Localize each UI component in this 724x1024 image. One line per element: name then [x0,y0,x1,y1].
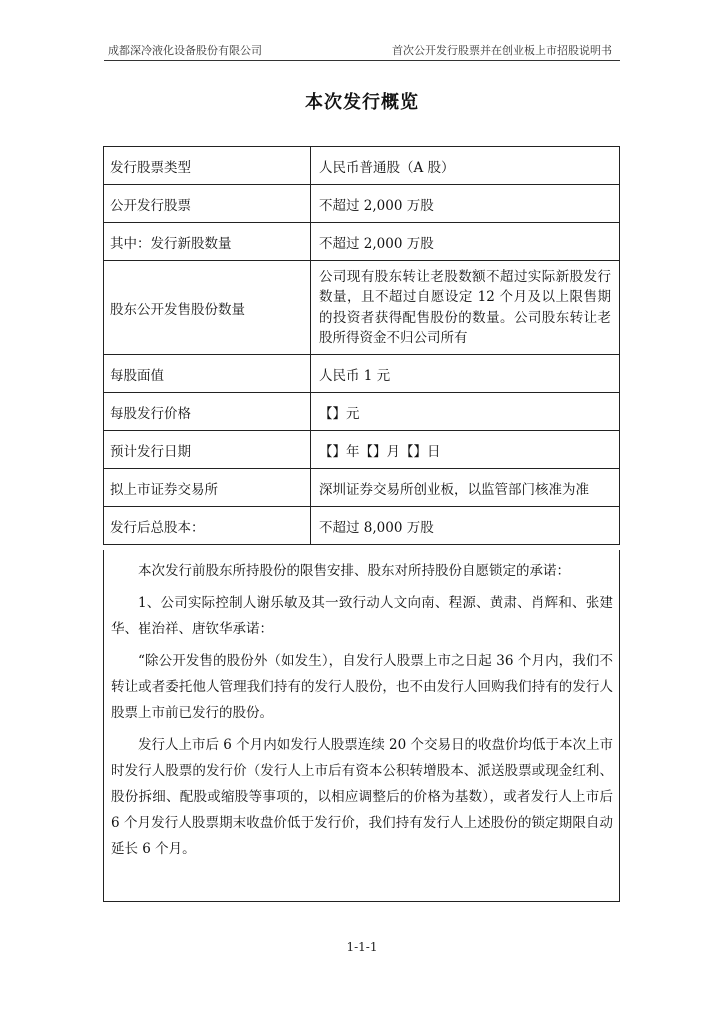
table-row [104,507,620,545]
row-value: 不超过 2,000 万股 [311,185,620,223]
row-label: 其中：发行新股数量 [104,223,311,261]
lockup-intro: 本次发行前股东所持股份的限售安排、股东对所持股份自愿锁定的承诺： [138,563,570,579]
row-value: 公司现有股东转让老股数额不超过实际新股发行数量，且不超过自愿设定 12 个月及以上限售期的投资者获得配售股份的数量。公司股东转让老股所得资金不归公司所有 [311,261,620,355]
lockup-paragraph-2: 发行人上市后 6 个月内如发行人股票连续 20 个交易日的收盘价均低于本次上市时发行人股票的发行价（发行人上市后有资本公积转增股本、派送股票或现金红利、股份拆细、配股或缩股等事项的，以相应调整后的价格为基数），或者发行人上市后 6 个月发行人股票期末收盘价低于发行价，我们持有发行人上述股份的锁定期限自动延长 6 个月。 [111,737,613,857]
row-value: 不超过 2,000 万股 [311,223,620,261]
row-value: 【】元 [311,393,620,431]
table-row [104,185,620,223]
lockup-commitment-section [103,550,620,902]
header-document-title: 首次公开发行股票并在创业板上市招股说明书 [392,44,612,57]
lockup-quote: “除公开发售的股份外（如发生），自发行人股票上市之日起 36 个月内，我们不转让或者委托他人管理我们持有的发行人股份，也不由发行人回购我们持有的发行人股票上市前已发行的股份。 [111,653,613,721]
table-row [104,469,620,507]
page-number: 1-1-1 [346,940,378,954]
table-row [104,355,620,393]
row-label: 发行股票类型 [104,147,311,185]
row-value: 人民币 1 元 [311,355,620,393]
section-title: 本次发行概览 [305,92,419,113]
row-label: 公开发行股票 [104,185,311,223]
lockup-item-1: 1、公司实际控制人谢乐敏及其一致行动人文向南、程源、黄肃、肖辉和、张建华、崔治祥、唐钦华承诺： [111,595,613,637]
offering-overview-table [103,146,620,545]
table-row [104,223,620,261]
row-label: 拟上市证券交易所 [104,469,311,507]
row-value: 不超过 8,000 万股 [311,507,620,545]
row-value: 人民币普通股（A 股） [311,147,620,185]
table-row [104,261,620,355]
header-company-name: 成都深冷液化设备股份有限公司 [108,44,262,57]
row-label: 每股发行价格 [104,393,311,431]
table-row [104,393,620,431]
table-row [104,147,620,185]
table-row [104,431,620,469]
row-label: 预计发行日期 [104,431,311,469]
row-value: 深圳证券交易所创业板，以监管部门核准为准 [311,469,620,507]
row-label: 每股面值 [104,355,311,393]
page-header [104,38,620,61]
row-label: 发行后总股本： [104,507,311,545]
row-label: 股东公开发售股份数量 [104,261,311,355]
row-value: 【】年【】月【】日 [311,431,620,469]
